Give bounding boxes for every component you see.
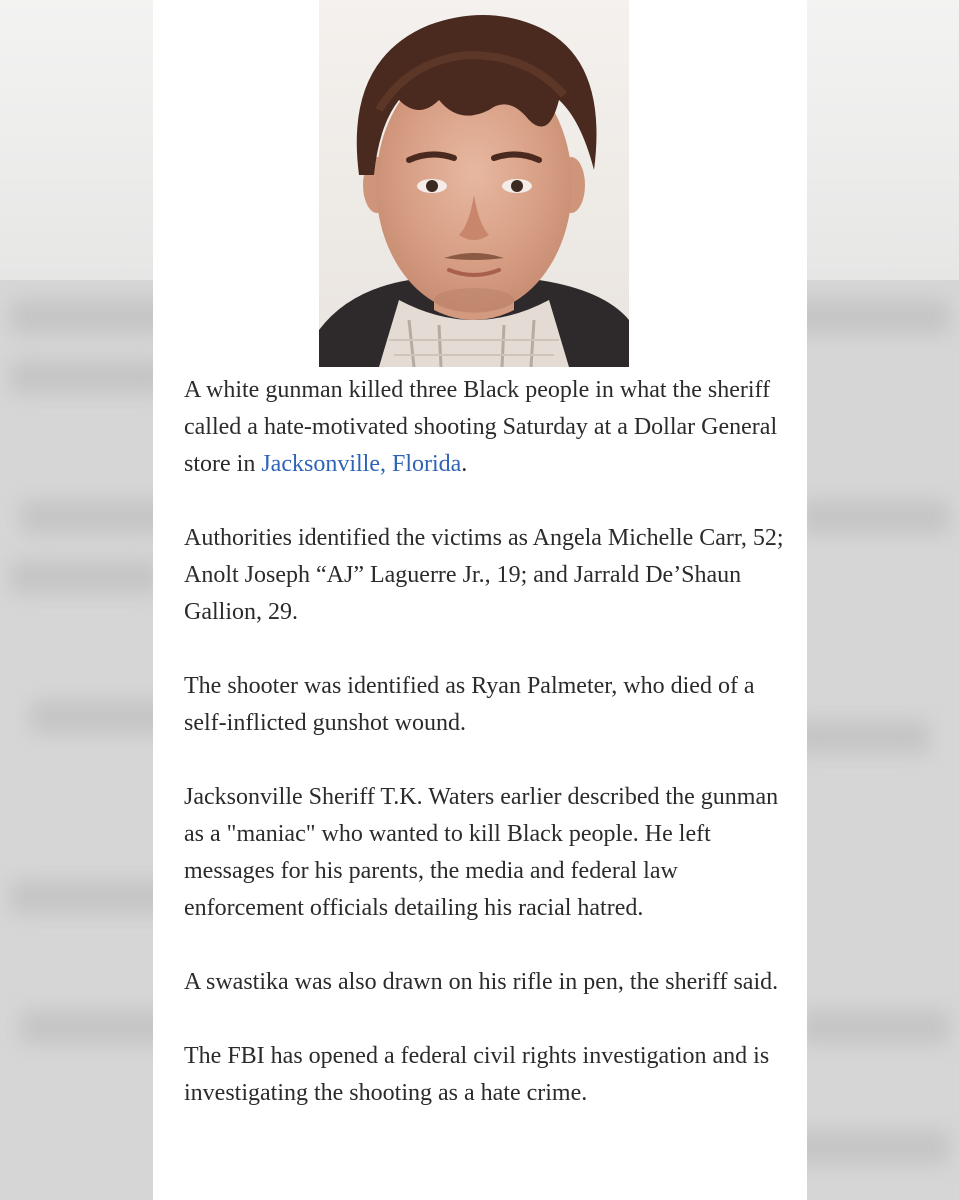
- paragraph-shooter: The shooter was identified as Ryan Palmeter, who died of a self-inflicted gunshot wound.: [184, 673, 755, 736]
- backdrop-blurred-text: [800, 500, 950, 534]
- backdrop-blurred-text: [10, 360, 170, 394]
- paragraph-sheriff-statement: Jacksonville Sheriff T.K. Waters earlier described the gunman as a "maniac" who wanted to kill Black people. He left messages for his parents, the media and federal law enforcement officials detailing his racial hatred.: [184, 784, 779, 921]
- paragraph-intro-end: .: [461, 451, 468, 477]
- paragraph-intro: [184, 372, 784, 483]
- backdrop-blurred-text: [790, 720, 930, 754]
- backdrop-blurred-text: [10, 560, 160, 594]
- jacksonville-florida-link[interactable]: Jacksonville, Florida: [261, 451, 462, 477]
- paragraph-intro-text: A white gunman killed three Black people in what the sheriff called a hate-motivated shooting Saturday at a Dollar General store in: [184, 377, 778, 477]
- paragraph-fbi-investigation: The FBI has opened a federal civil rights investigation and is investigating the shooting as a hate crime.: [184, 1043, 770, 1106]
- backdrop-blurred-text: [790, 1130, 950, 1164]
- paragraph-swastika: A swastika was also drawn on his rifle in pen, the sheriff said.: [184, 969, 779, 995]
- article-card: [153, 0, 807, 1200]
- portrait-image: [319, 0, 629, 367]
- paragraph-victims: Authorities identified the victims as Angela Michelle Carr, 52; Anolt Joseph “AJ” Laguerre Jr., 19; and Jarrald De’Shaun Gallion, 29.: [184, 525, 784, 625]
- suspect-photo: [319, 0, 629, 367]
- backdrop-blurred-text: [800, 1010, 950, 1044]
- article-body: [184, 372, 784, 1149]
- backdrop-blurred-text: [790, 300, 950, 334]
- backdrop-blurred-text: [30, 700, 170, 734]
